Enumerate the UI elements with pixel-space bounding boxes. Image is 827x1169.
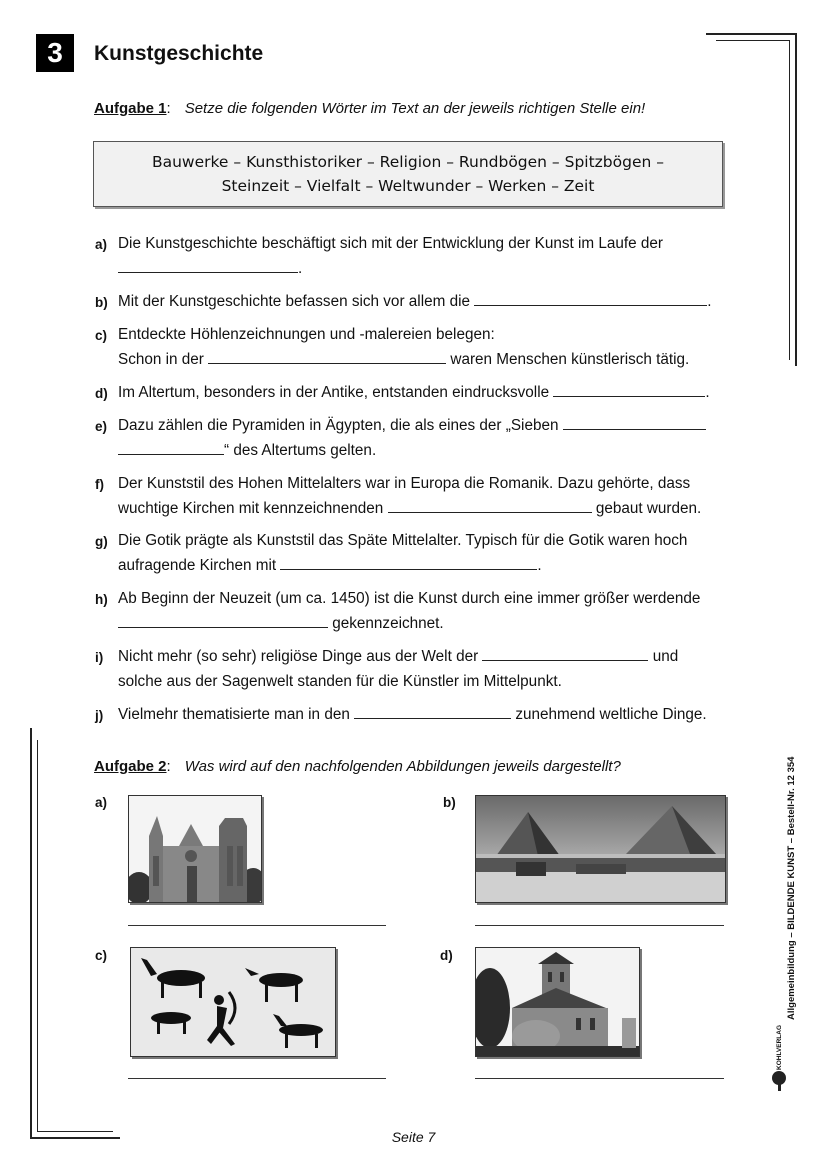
answer-blank-j[interactable]	[354, 704, 511, 719]
question-g-line2-start: aufragende Kirchen mit	[118, 557, 277, 574]
frame-line-top-right-inner	[716, 40, 790, 41]
question-i-letter: i)	[95, 650, 104, 665]
answer-line-image-d[interactable]	[475, 1078, 724, 1079]
page-number: Seite 7	[391, 1129, 436, 1145]
question-e-end: “ des Altertums gelten.	[224, 442, 377, 459]
question-j-letter: j)	[95, 708, 104, 723]
question-a-letter: a)	[95, 237, 108, 252]
answer-blank-b[interactable]	[474, 291, 707, 306]
question-d-line1: Im Altertum, besonders in der Antike, entstanden eindrucksvolle	[118, 384, 550, 401]
frame-line-right	[795, 33, 797, 366]
question-h-letter: h)	[95, 592, 108, 607]
word-box-line-1: Bauwerke – Kunsthistoriker – Religion – Rundbögen – Spitzbögen –	[151, 153, 665, 171]
publisher-logo	[770, 1024, 790, 1088]
cave-painting-photo	[130, 947, 336, 1057]
question-e-line1: Dazu zählen die Pyramiden in Ägypten, die als eines der „Sieben	[118, 417, 559, 434]
answer-blank-h[interactable]	[118, 613, 328, 628]
frame-line-left	[30, 728, 32, 1138]
page-title: Kunstgeschichte	[94, 42, 264, 65]
pyramids-icon	[476, 796, 725, 902]
image-d-letter: d)	[440, 948, 453, 963]
question-d	[118, 380, 710, 405]
image-c-letter: c)	[95, 948, 108, 963]
answer-blank-i[interactable]	[482, 646, 648, 661]
pyramids-photo	[475, 795, 726, 903]
answer-blank-c[interactable]	[208, 349, 446, 364]
frame-line-left-inner	[37, 740, 38, 1132]
word-box-line-2: Steinzeit – Vielfalt – Weltwunder – Werken – Zeit	[221, 177, 595, 195]
question-a-line1: Die Kunstgeschichte beschäftigt sich mit der Entwicklung der Kunst im Laufe der	[118, 235, 664, 252]
chapter-number-badge: 3	[36, 34, 74, 72]
question-i-line2: solche aus der Sagenwelt standen für die Künstler im Mittelpunkt.	[118, 673, 562, 690]
question-j-line1-end: zunehmend weltliche Dinge.	[515, 706, 707, 723]
answer-blank-f[interactable]	[388, 498, 592, 513]
question-j-line1-start: Vielmehr thematisierte man in den	[118, 706, 350, 723]
question-j	[118, 702, 707, 727]
task2-heading: Aufgabe 2: Was wird auf den nachfolgenden Abbildungen jeweils dargestellt?	[94, 758, 621, 775]
task2-instruction: Was wird auf den nachfolgenden Abbildungen jeweils dargestellt?	[184, 758, 621, 775]
frame-line-right-inner	[789, 40, 790, 360]
frame-line-top-right	[706, 33, 796, 35]
question-f-line2-start: wuchtige Kirchen mit kennzeichnenden	[118, 500, 384, 517]
question-f	[118, 471, 701, 521]
question-c	[118, 322, 689, 372]
answer-blank-e-1[interactable]	[563, 415, 706, 430]
question-g-letter: g)	[95, 534, 108, 549]
question-f-letter: f)	[95, 477, 104, 492]
answer-line-image-b[interactable]	[475, 925, 724, 926]
question-c-line1: Entdeckte Höhlenzeichnungen und -malereien belegen:	[118, 326, 495, 343]
image-b-letter: b)	[443, 795, 456, 810]
question-g	[118, 528, 687, 578]
question-i-line1-start: Nicht mehr (so sehr) religiöse Dinge aus der Welt der	[118, 648, 479, 665]
question-c-letter: c)	[95, 328, 108, 343]
question-f-line1: Der Kunststil des Hohen Mittelalters war in Europa die Romanik. Dazu gehörte, dass	[118, 475, 691, 492]
answer-line-image-a[interactable]	[128, 925, 386, 926]
sidebar-order-text: Allgemeinbildung – BILDENDE KUNST – Bestell-Nr. 12 354	[786, 756, 797, 1020]
question-f-line2-end: gebaut wurden.	[595, 500, 702, 517]
answer-blank-a[interactable]	[118, 258, 298, 273]
tree-icon	[770, 1070, 790, 1092]
romanesque-church-photo	[475, 947, 640, 1057]
question-c-line2-end: waren Menschen künstlerisch tätig.	[450, 351, 690, 368]
question-c-line2-start: Schon in der	[118, 351, 204, 368]
task1-label: Aufgabe 1	[94, 100, 167, 117]
task1-heading: Aufgabe 1: Setze die folgenden Wörter im Text an der jeweils richtigen Stelle ein!	[94, 100, 646, 117]
image-a-letter: a)	[95, 795, 108, 810]
question-g-end: .	[537, 557, 542, 574]
question-a-end: .	[298, 260, 303, 277]
question-h-line1: Ab Beginn der Neuzeit (um ca. 1450) ist die Kunst durch eine immer größer werdende	[118, 590, 701, 607]
question-e	[118, 413, 706, 463]
question-b	[118, 289, 712, 314]
romanesque-church-icon	[476, 948, 639, 1056]
question-a	[118, 231, 663, 281]
gothic-cathedral-icon	[129, 796, 261, 902]
question-i	[118, 644, 678, 694]
question-h-end: gekennzeichnet.	[332, 615, 444, 632]
question-h	[118, 586, 700, 636]
question-d-letter: d)	[95, 386, 108, 401]
cave-painting-icon	[131, 948, 335, 1056]
question-b-end: .	[707, 293, 712, 310]
answer-blank-d[interactable]	[553, 382, 705, 397]
task1-instruction: Setze die folgenden Wörter im Text an der jeweils richtigen Stelle ein!	[184, 100, 646, 117]
publisher-name: KOHLVERLAG	[776, 1024, 783, 1070]
word-box	[93, 141, 723, 207]
question-b-letter: b)	[95, 295, 108, 310]
answer-blank-e-2[interactable]	[118, 440, 224, 455]
answer-line-image-c[interactable]	[128, 1078, 386, 1079]
task2-label: Aufgabe 2	[94, 758, 167, 775]
question-b-line1: Mit der Kunstgeschichte befassen sich vor allem die	[118, 293, 471, 310]
question-g-line1: Die Gotik prägte als Kunststil das Späte Mittelalter. Typisch für die Gotik waren hoch	[118, 532, 688, 549]
gothic-cathedral-photo	[128, 795, 262, 903]
question-d-end: .	[705, 384, 710, 401]
question-e-letter: e)	[95, 419, 108, 434]
question-i-line1-end: und	[652, 648, 679, 665]
answer-blank-g[interactable]	[280, 555, 537, 570]
